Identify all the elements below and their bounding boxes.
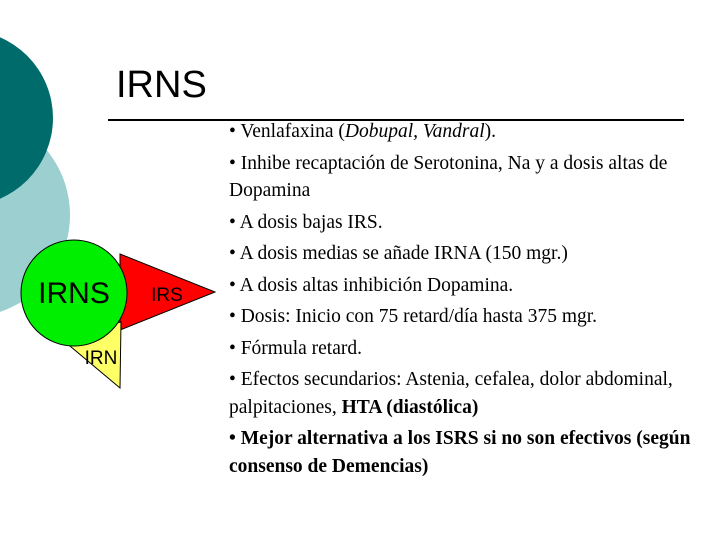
- bullet-text: ).: [484, 121, 496, 142]
- bullet-marker: •: [229, 121, 236, 142]
- bullet-marker: •: [229, 274, 236, 296]
- bullet-text: Venlafaxina (: [240, 121, 345, 142]
- bullet-best-alternative: [229, 425, 699, 480]
- irn-triangle-label: IRN: [84, 348, 118, 369]
- bullet-text: Dosis: Inicio con 75 retard/día hasta 375 mgr.: [240, 306, 598, 327]
- bullet-text: A dosis bajas IRS.: [239, 211, 383, 233]
- bullet-text: A dosis altas inhibición Dopamina.: [239, 274, 514, 296]
- bullet-text-bold: Mejor alternativa a los ISRS si no son efectivos (según consenso de Demencias): [229, 428, 691, 477]
- bullet-marker: •: [229, 243, 236, 264]
- bullet-text: Inhibe recaptación de Serotonina, Na y a dosis altas de Dopamina: [229, 152, 668, 201]
- bullet-formula: [229, 335, 699, 363]
- bullet-marker: •: [229, 152, 236, 174]
- bullet-dosage: [229, 303, 699, 331]
- bullet-text: Efectos secundarios: Astenia, cefalea, dolor abdominal, palpitaciones,: [229, 369, 673, 418]
- bullet-side-effects: [229, 366, 699, 421]
- irs-triangle-label: IRS: [151, 285, 183, 306]
- bullet-marker: •: [229, 306, 236, 327]
- bullet-venlafaxina: [229, 118, 699, 146]
- bullet-list: [229, 118, 699, 484]
- bullet-marker: •: [229, 211, 236, 233]
- slide-title: IRNS: [116, 64, 207, 106]
- bullet-marker: •: [229, 337, 236, 359]
- bullet-marker: •: [229, 369, 236, 390]
- bullet-text-italic: Dobupal, Vandral: [344, 121, 485, 142]
- irns-circle-label: IRNS: [38, 277, 110, 310]
- bullet-text-bold: HTA (diastólica): [341, 396, 479, 418]
- bullet-high-dose: [229, 272, 699, 300]
- bullet-low-dose: [229, 209, 699, 237]
- bullet-medium-dose: [229, 240, 699, 268]
- bullet-mechanism: [229, 150, 699, 205]
- bullet-text: Fórmula retard.: [240, 337, 362, 359]
- bullet-text: A dosis medias se añade IRNA (150 mgr.): [239, 243, 568, 264]
- bullet-marker: •: [229, 428, 236, 449]
